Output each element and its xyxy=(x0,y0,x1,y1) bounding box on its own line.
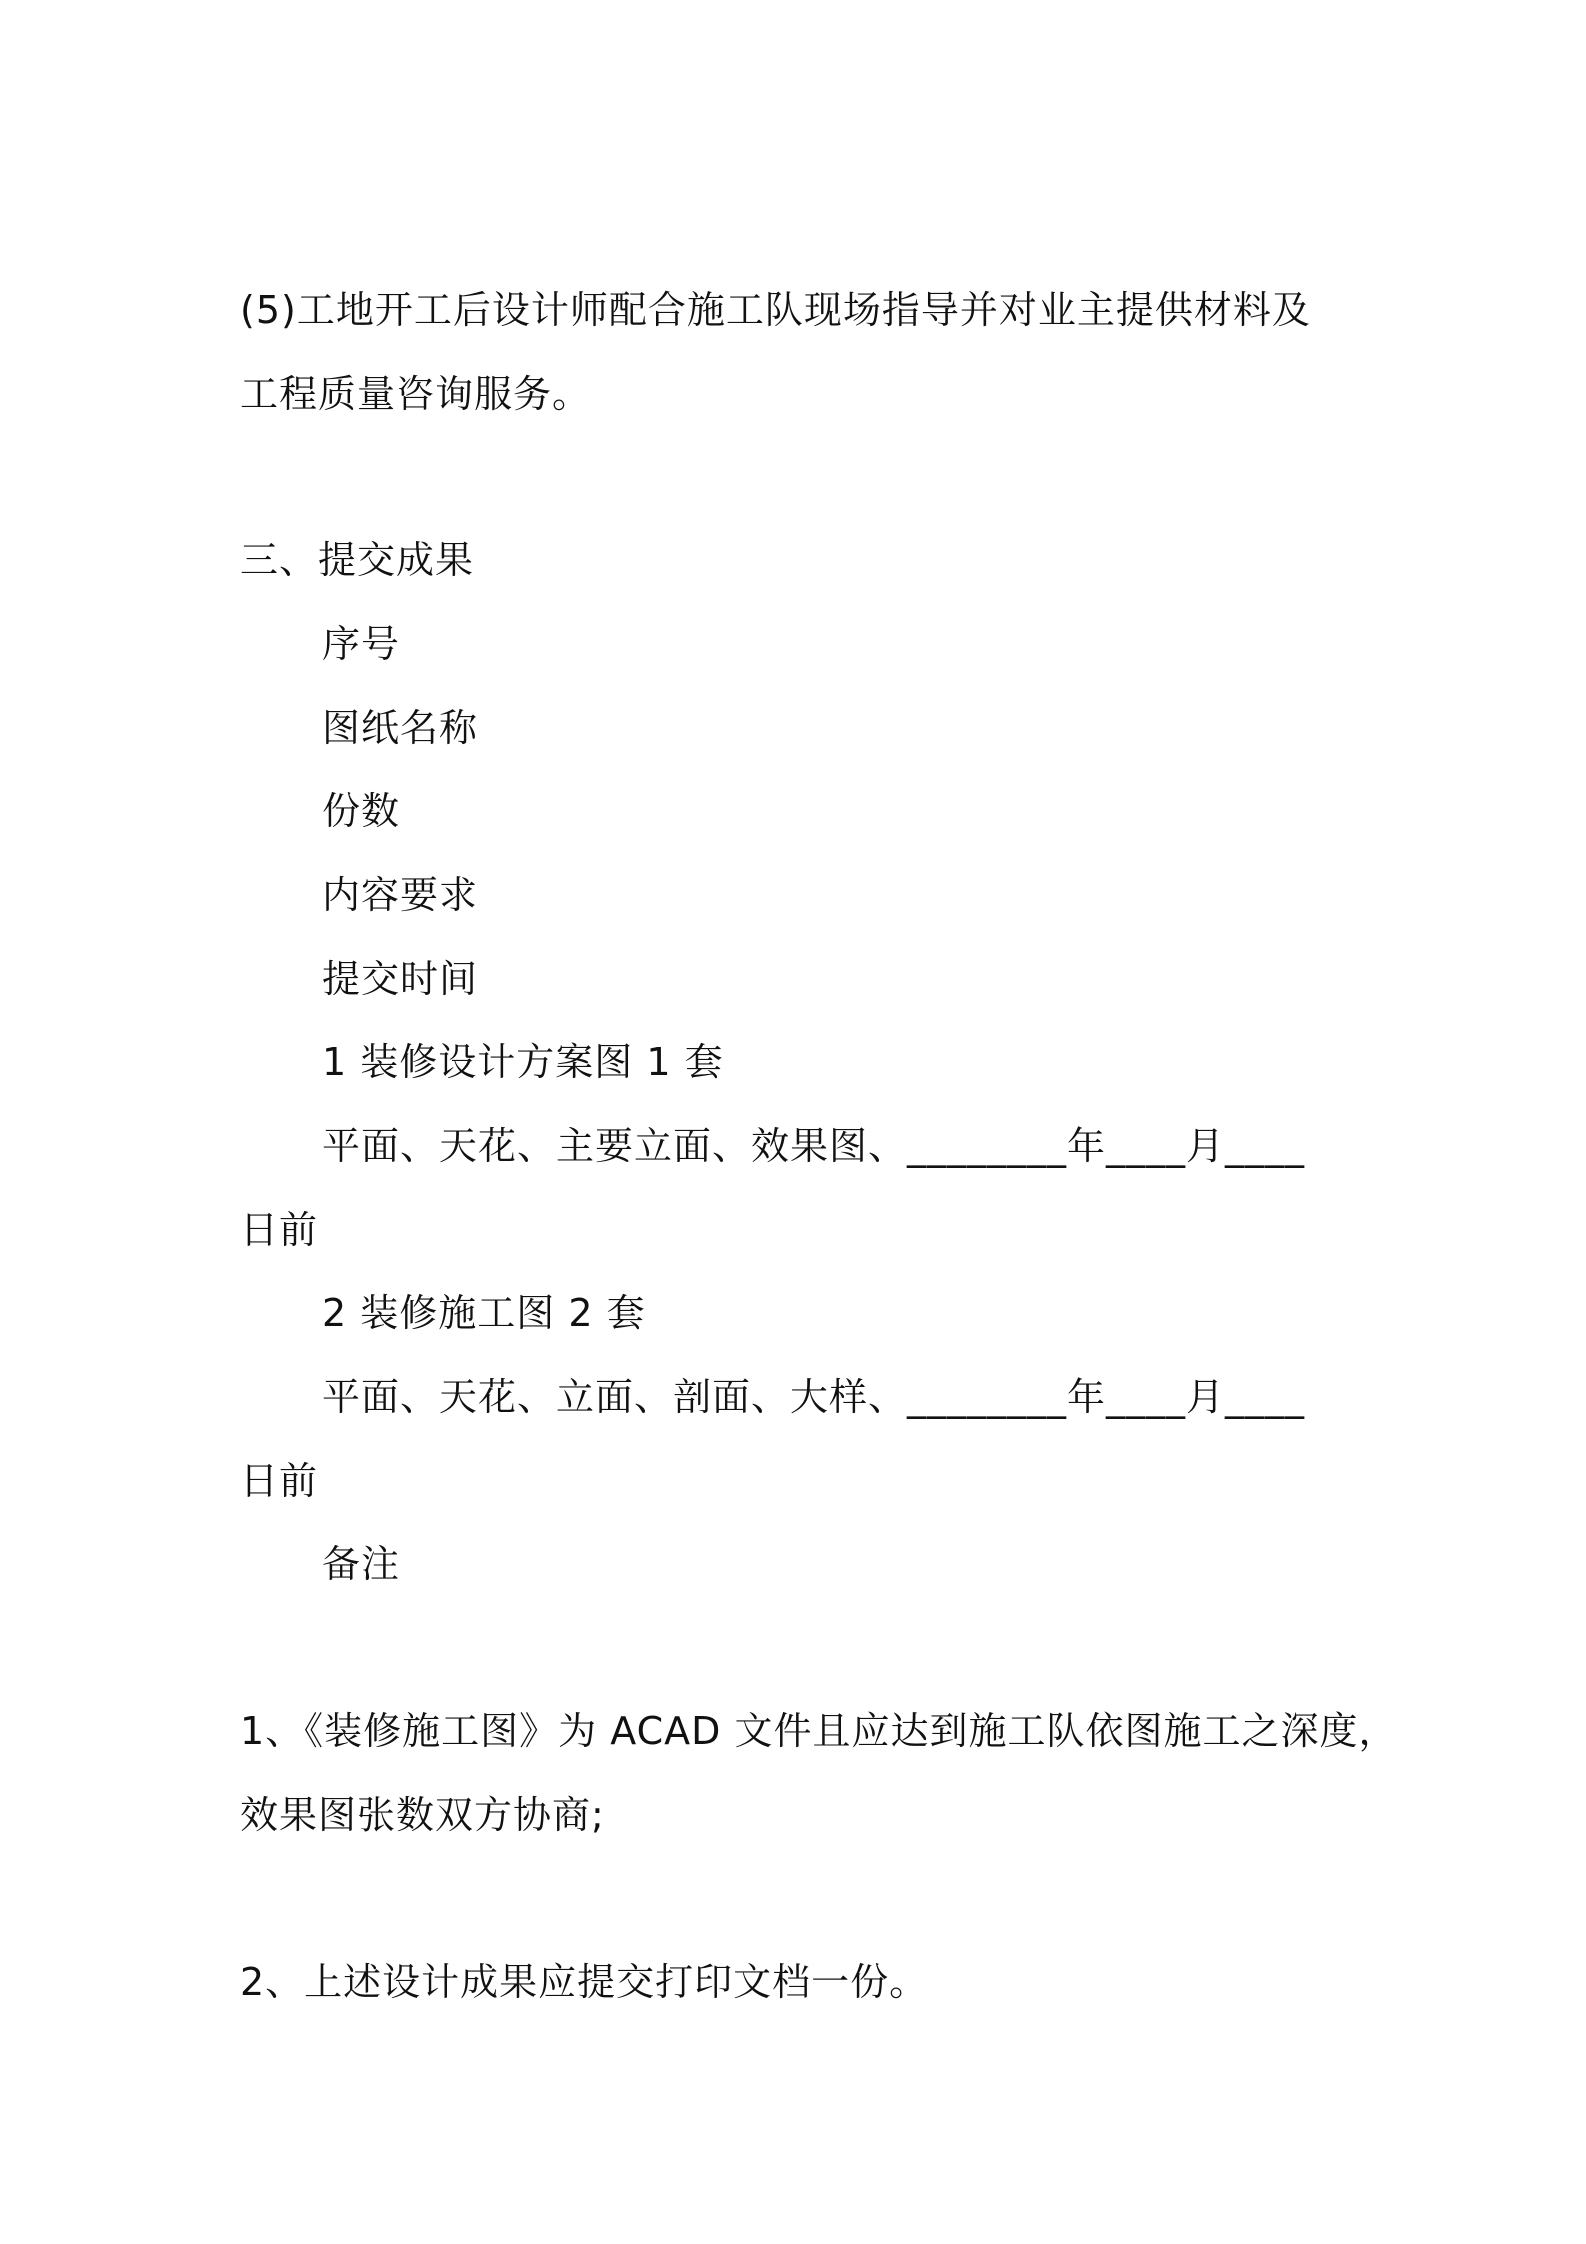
field-copies: 份数 xyxy=(322,789,401,833)
item1-title: 1 装修设计方案图 1 套 xyxy=(322,1040,724,1084)
remarks-label: 备注 xyxy=(322,1542,401,1586)
item2-content: 平面、天花、立面、剖面、大样、________年____月____ xyxy=(322,1375,1306,1419)
item1-content: 平面、天花、主要立面、效果图、________年____月____ xyxy=(322,1124,1306,1168)
field-submission-time: 提交时间 xyxy=(322,957,479,1001)
item1-content-continued: 日前 xyxy=(240,1208,319,1252)
note2: 2、上述设计成果应提交打印文档一份。 xyxy=(240,1960,929,2004)
field-serial-number: 序号 xyxy=(322,622,401,666)
note1-line2: 效果图张数双方协商; xyxy=(240,1793,605,1837)
section5-line1: (5)工地开工后设计师配合施工队现场指导并对业主提供材料及 xyxy=(240,288,1311,332)
section5-line2: 工程质量咨询服务。 xyxy=(240,372,592,416)
field-content-requirements: 内容要求 xyxy=(322,873,479,917)
item2-title: 2 装修施工图 2 套 xyxy=(322,1291,646,1335)
field-drawing-name: 图纸名称 xyxy=(322,706,479,750)
note1-line1: 1、《装修施工图》为 ACAD 文件且应达到施工队依图施工之深度， xyxy=(240,1709,1398,1753)
item2-content-continued: 日前 xyxy=(240,1459,319,1503)
section3-heading: 三、提交成果 xyxy=(240,538,475,582)
